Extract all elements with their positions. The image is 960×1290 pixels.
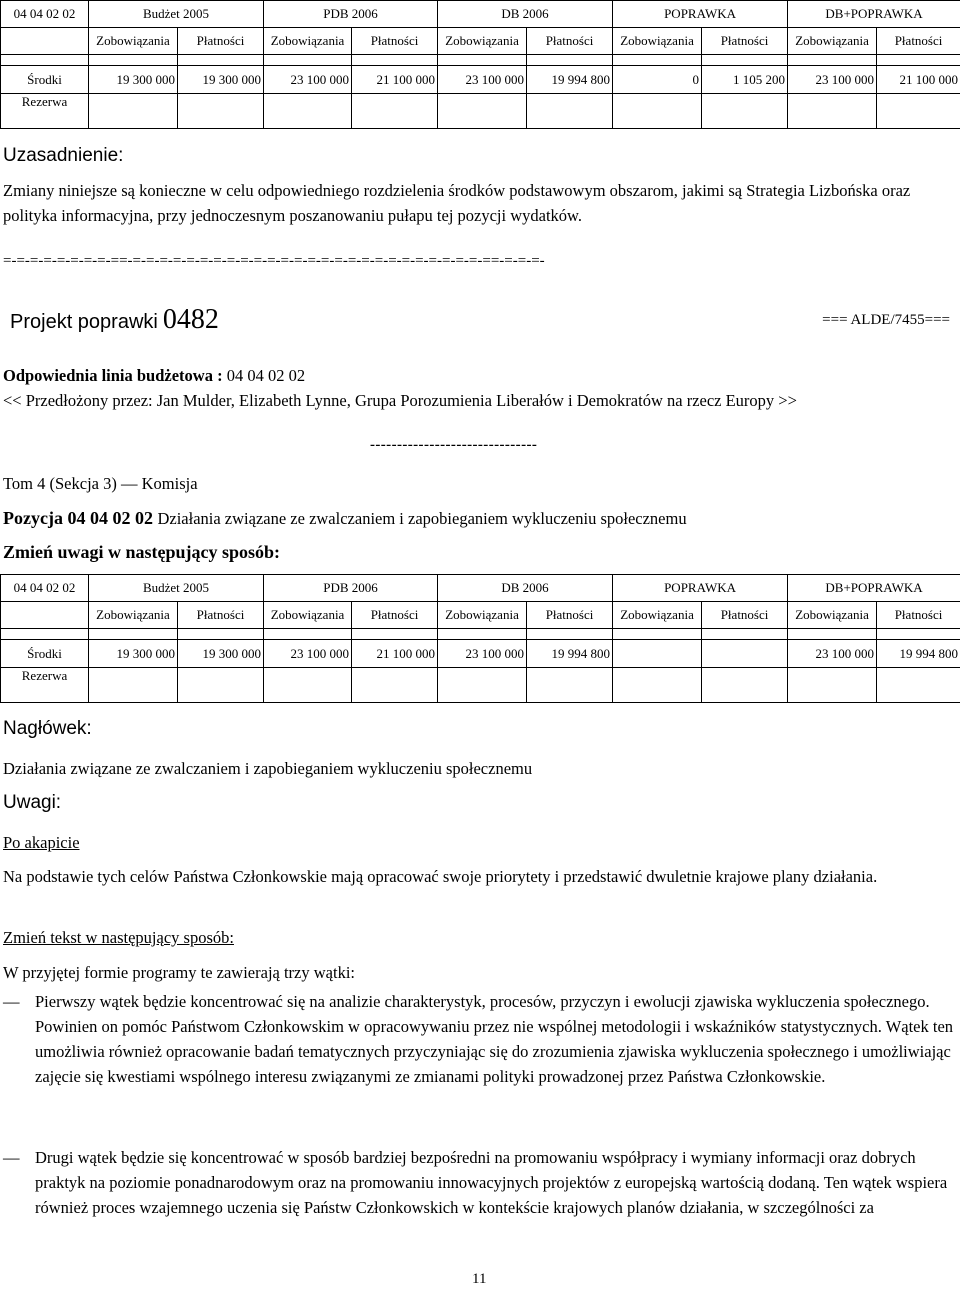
budget-line-value: 04 04 02 02	[226, 366, 306, 385]
subheader: Zobowiązania	[264, 602, 352, 629]
cell-value: 21 100 000	[352, 66, 438, 94]
dash-separator: -------------------------------	[370, 437, 538, 453]
volume-section: Tom 4 (Sekcja 3) — Komisja	[3, 474, 198, 493]
subheader: Zobowiązania	[788, 602, 877, 629]
row-label: Rezerwa	[1, 94, 89, 129]
col-group-header: DB 2006	[438, 1, 613, 28]
bullet-dash: —	[3, 1148, 20, 1167]
bullet-dash: —	[3, 992, 20, 1011]
bullet-item-1	[3, 989, 958, 1089]
empty-cell	[1, 602, 89, 629]
col-group-header: DB 2006	[438, 575, 613, 602]
subheader: Płatności	[178, 28, 264, 55]
paragraph-1: Na podstawie tych celów Państwa Członkowskie mają opracować swoje priorytety i przedstawić dwuletnie krajowe plany działania.	[3, 867, 878, 886]
subheader: Płatności	[877, 602, 960, 629]
cell-value: 19 300 000	[89, 640, 178, 668]
cell-value: 0	[613, 66, 702, 94]
subheader: Płatności	[877, 28, 960, 55]
cell-value	[702, 640, 788, 668]
cell-value: 19 300 000	[89, 66, 178, 94]
col-group-header: POPRAWKA	[613, 575, 788, 602]
position-label: Pozycja 04 04 02 02	[3, 508, 153, 528]
after-paragraph-label: Po akapicie	[3, 833, 80, 852]
col-group-header: PDB 2006	[264, 1, 438, 28]
header-text: Działania związane ze zwalczaniem i zapobieganiem wykluczeniu społecznemu	[3, 759, 533, 778]
cell-value: 19 994 800	[877, 640, 960, 668]
subheader: Płatności	[352, 602, 438, 629]
budget-table-1	[0, 0, 960, 129]
amendment-ref: === ALDE/7455===	[822, 312, 950, 328]
subheader: Płatności	[352, 28, 438, 55]
subheader: Płatności	[702, 602, 788, 629]
cell-value: 19 994 800	[527, 640, 613, 668]
bullet-text: Drugi wątek będzie się koncentrować w sposób bardziej bezpośredni na promowaniu współpracy i wymiany informacji oraz dobrych praktyk na poziomie ponadnarodowym oraz na promowaniu innowacyjnych projektów z europejską wartością dodaną. Ten wątek wspiera również proces wzajemnego uczenia się Państw Członkowskich w kontekście krajowych planów działania, w szczególności za	[35, 1148, 948, 1217]
change-remarks-heading: Zmień uwagi w następujący sposób:	[3, 542, 281, 562]
intro-text: W przyjętej formie programy te zawierają trzy wątki:	[3, 963, 355, 982]
amendment-number: 0482	[162, 304, 219, 335]
amendment-title-prefix: Projekt poprawki	[10, 311, 158, 333]
col-group-header: DB+POPRAWKA	[788, 575, 960, 602]
separator-line: =-=-=-=-=-=-=-=-==-=-=-=-=-=-=-=-=-=-=-=-=-=-=-=-=-=-=-=-=-=-=-=-=-=-=-==-=-=-=-	[3, 253, 545, 269]
header-heading: Nagłówek:	[3, 718, 92, 739]
subheader: Zobowiązania	[613, 602, 702, 629]
cell-value: 19 994 800	[527, 66, 613, 94]
cell-value: 23 100 000	[438, 66, 527, 94]
cell-value: 19 300 000	[178, 66, 264, 94]
subheader: Płatności	[702, 28, 788, 55]
col-group-header: DB+POPRAWKA	[788, 1, 960, 28]
col-group-header: PDB 2006	[264, 575, 438, 602]
position-desc: Działania związane ze zwalczaniem i zapobieganiem wykluczeniu społecznemu	[157, 509, 687, 528]
bullet-text: Pierwszy wątek będzie koncentrować się na analizie charakterystyk, procesów, przyczyn i ewolucji zjawiska wykluczenia społecznego. Powinien on pomóc Państwom Członkowskim w opracowywaniu przez nie wspólnej metodologii i wskaźników statystycznych. Wątek ten umożliwia również opracowanie badań tematycznych przyczyniając się do zrozumienia zjawiska wykluczenia społecznego i umożliwiając zajęcie się kwestiami wspólnego interesu związanymi ze zmianami polityki prowadzonej przez Państwa Członkowskie.	[35, 992, 954, 1086]
cell-value: 1 105 200	[702, 66, 788, 94]
page-number: 11	[472, 1271, 487, 1287]
row-label: Środki	[1, 640, 89, 668]
subheader: Zobowiązania	[89, 602, 178, 629]
cell-value: 19 300 000	[178, 640, 264, 668]
col-group-header: POPRAWKA	[613, 1, 788, 28]
justification-text: Zmiany niniejsze są konieczne w celu odpowiedniego rozdzielenia środków podstawowym obszarom, jakimi są Strategia Lizbońska oraz polityka informacyjna, przy jednoczesnym poszanowaniu pułapu tej pozycji wydatków.	[3, 181, 911, 225]
budget-line-code: 04 04 02 02	[1, 1, 89, 28]
submitted-by: << Przedłożony przez: Jan Mulder, Elizabeth Lynne, Grupa Porozumienia Liberałów i Demokratów na rzecz Europy >>	[3, 391, 797, 410]
col-group-header: Budżet 2005	[89, 575, 264, 602]
cell-value: 23 100 000	[788, 640, 877, 668]
subheader: Zobowiązania	[89, 28, 178, 55]
remarks-heading: Uwagi:	[3, 792, 62, 813]
budget-line-code: 04 04 02 02	[1, 575, 89, 602]
subheader: Płatności	[527, 28, 613, 55]
cell-value: 23 100 000	[264, 640, 352, 668]
subheader: Płatności	[527, 602, 613, 629]
justification-heading: Uzasadnienie:	[3, 145, 124, 166]
budget-line	[3, 363, 305, 388]
budget-line-label: Odpowiednia linia budżetowa :	[3, 366, 223, 385]
empty-cell	[1, 28, 89, 55]
cell-value: 23 100 000	[264, 66, 352, 94]
budget-table-2	[0, 574, 960, 703]
bullet-item-2	[3, 1145, 958, 1220]
cell-value: 21 100 000	[352, 640, 438, 668]
amendment-title	[10, 304, 219, 336]
row-label: Środki	[1, 66, 89, 94]
subheader: Zobowiązania	[438, 28, 527, 55]
subheader: Zobowiązania	[264, 28, 352, 55]
row-label: Rezerwa	[1, 668, 89, 703]
col-group-header: Budżet 2005	[89, 1, 264, 28]
cell-value: 21 100 000	[877, 66, 960, 94]
subheader: Zobowiązania	[438, 602, 527, 629]
cell-value: 23 100 000	[788, 66, 877, 94]
subheader: Zobowiązania	[788, 28, 877, 55]
subheader: Zobowiązania	[613, 28, 702, 55]
cell-value: 23 100 000	[438, 640, 527, 668]
subheader: Płatności	[178, 602, 264, 629]
change-text-label: Zmień tekst w następujący sposób:	[3, 928, 234, 947]
position-line	[3, 508, 687, 529]
cell-value	[613, 640, 702, 668]
